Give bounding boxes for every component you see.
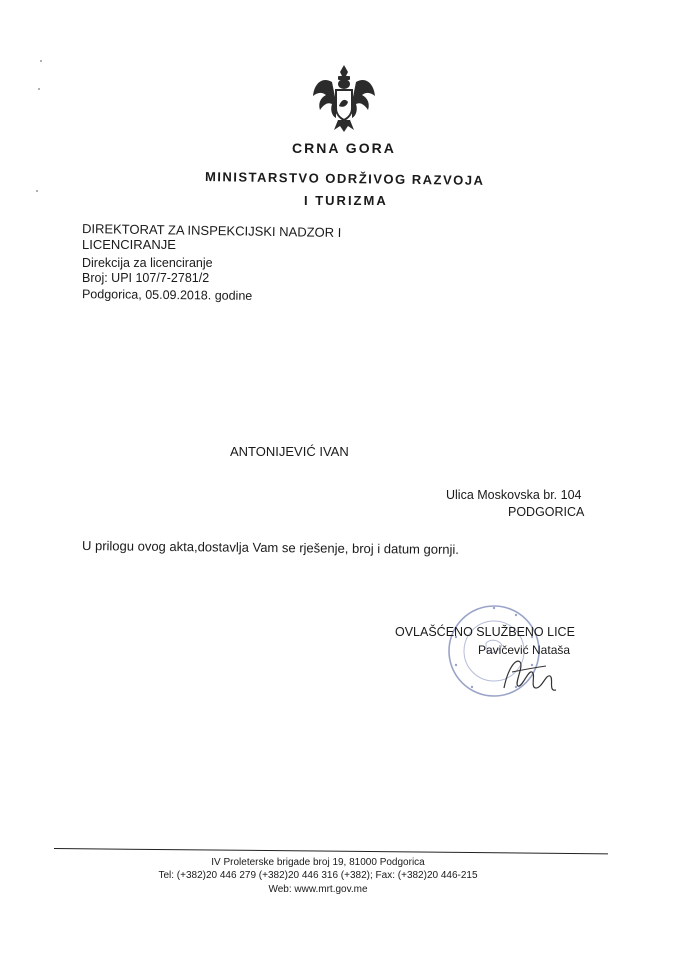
recipient-city: PODGORICA <box>508 505 585 519</box>
recipient-street: Ulica Moskovska br. 104 <box>446 488 582 502</box>
recipient-name: ANTONIJEVIĆ IVAN <box>230 444 349 459</box>
place-date: Podgorica, 05.09.2018. godine <box>81 287 253 303</box>
letterhead-country: CRNA GORA <box>292 140 396 156</box>
coat-of-arms-icon <box>310 62 378 134</box>
footer-divider <box>54 848 608 854</box>
letterhead-ministry-line2: I TURIZMA <box>304 193 388 208</box>
signatory-title: OVLAŠĆENO SLUŽBENO LICE <box>395 625 575 639</box>
directorate-line1: DIREKTORAT ZA INSPEKCIJSKI NADZOR I <box>81 220 342 241</box>
scan-speck <box>38 88 40 90</box>
scan-speck <box>36 190 38 192</box>
department-name: Direkcija za licenciranje <box>82 256 213 270</box>
footer-address: IV Proleterske brigade broj 19, 81000 Podgorica <box>211 857 425 868</box>
directorate-line2: LICENCIRANJE <box>82 237 176 252</box>
letterhead-ministry-line1: MINISTARSTVO ODRŽIVOG RAZVOJA <box>204 169 485 188</box>
document-number: Broj: UPI 107/7-2781/2 <box>82 271 210 285</box>
letter-body: U prilogu ovog akta,dostavlja Vam se rješenje, broj i datum gornji. <box>81 538 460 557</box>
scan-speck <box>40 60 42 62</box>
handwritten-signature-icon <box>498 648 570 700</box>
footer-contact: Tel: (+382)20 446 279 (+382)20 446 316 (+382); Fax: (+382)20 446-215 <box>158 870 478 881</box>
footer-web: Web: www.mrt.gov.me <box>268 884 368 895</box>
signatory-name: Pavičević Nataša <box>478 643 571 657</box>
